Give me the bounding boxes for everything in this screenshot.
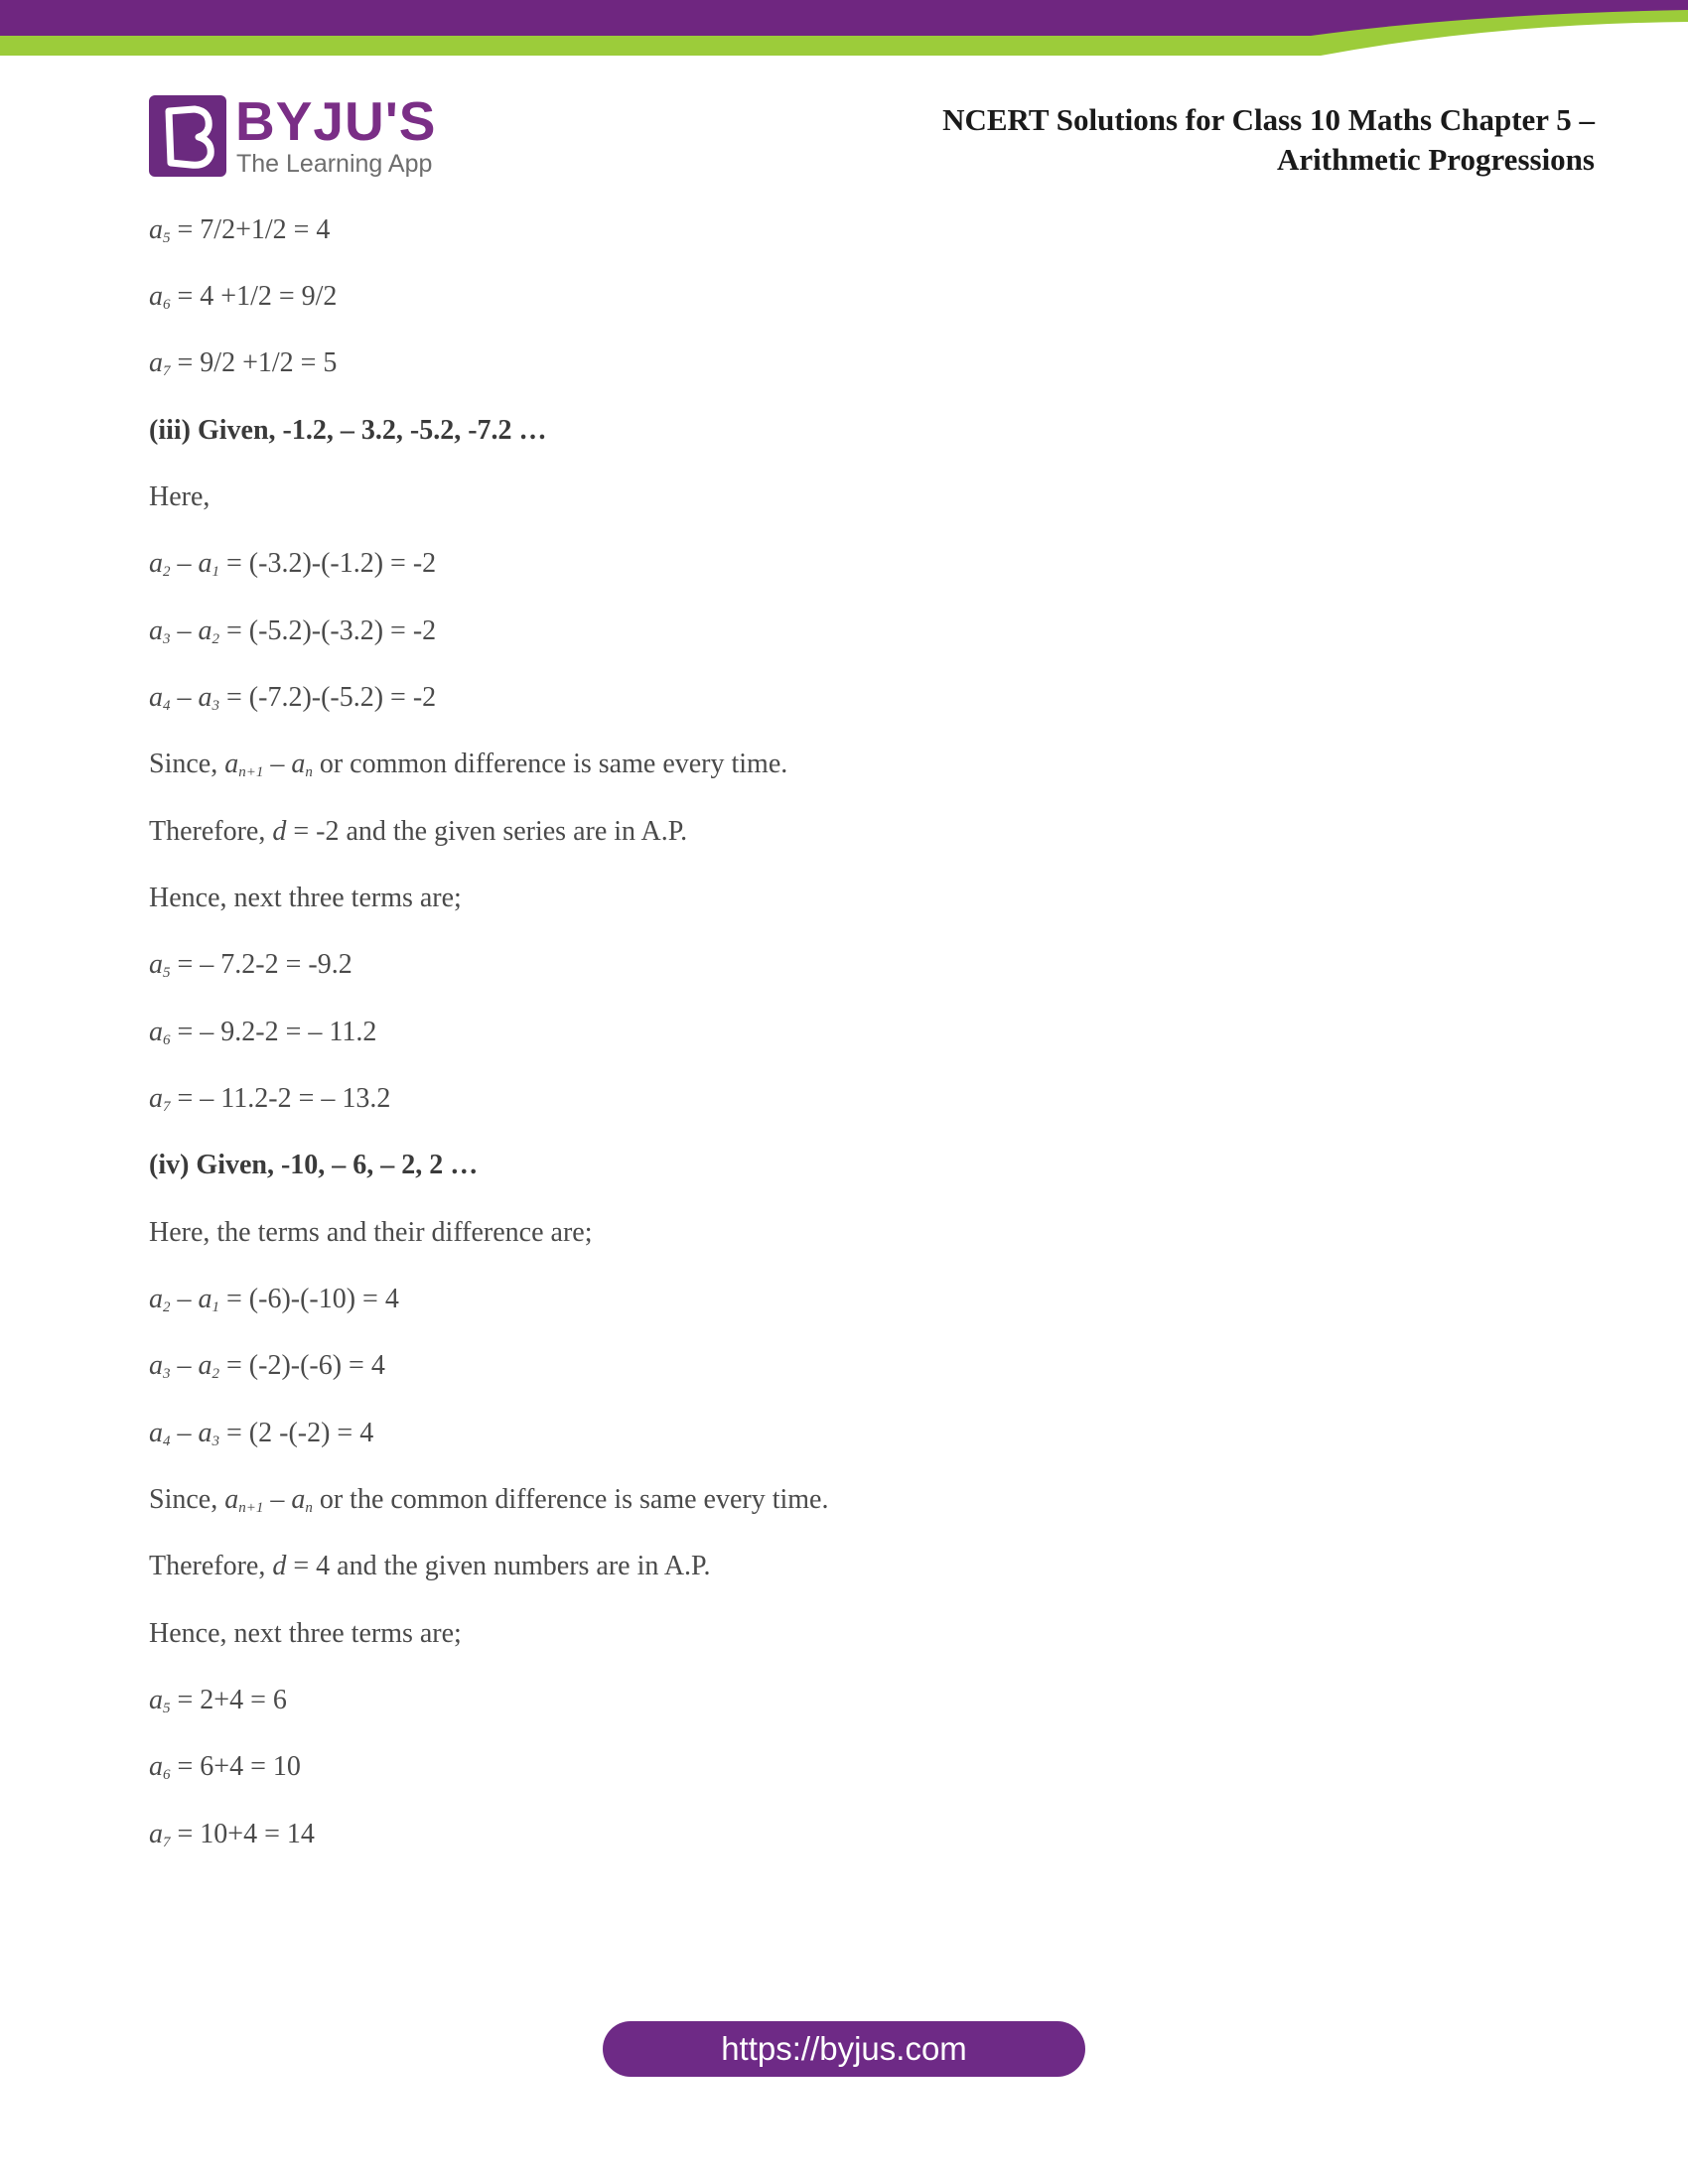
line-prefix: Therefore,	[149, 1551, 273, 1581]
solution-line	[149, 1478, 1539, 1545]
line-expression: = 2+4 = 6	[170, 1685, 287, 1715]
solution-line	[149, 1545, 1539, 1612]
minus-sign: –	[170, 1418, 199, 1448]
term-variable: a	[149, 949, 163, 980]
logo-b-icon	[149, 95, 226, 177]
line-expression: = 6+4 = 10	[170, 1751, 301, 1782]
line-expression: = 4 and the given numbers are in A.P.	[286, 1551, 711, 1581]
term-subscript: n	[305, 764, 313, 780]
solution-line	[149, 542, 1539, 610]
solution-line: Hence, next three terms are;	[149, 883, 462, 913]
line-expression: or common difference is same every time.	[312, 749, 788, 779]
footer-url-link[interactable]: https://byjus.com	[603, 2021, 1085, 2077]
solution-line	[149, 1011, 1539, 1077]
solution-line	[149, 1344, 1539, 1412]
term-subscript: 3	[211, 1433, 219, 1449]
solution-line	[149, 1813, 1539, 1879]
solution-line	[149, 1278, 1539, 1344]
term-subscript: 1	[211, 564, 219, 580]
term-variable: a	[149, 615, 163, 646]
logo-wordmark: BYJU'S	[235, 90, 437, 152]
term-variable: a	[149, 1751, 163, 1782]
top-decor-band	[0, 0, 1688, 62]
term-variable: a	[291, 749, 306, 779]
solution-line	[149, 810, 1539, 877]
line-expression: = 9/2 +1/2 = 5	[170, 347, 338, 378]
term-subscript: 5	[163, 965, 171, 981]
term-variable: a	[149, 347, 163, 378]
line-expression: = (-6)-(-10) = 4	[219, 1284, 399, 1314]
term-variable: a	[149, 1819, 163, 1849]
term-subscript: 6	[163, 1767, 171, 1783]
solution-line: Here, the terms and their difference are;	[149, 1217, 593, 1248]
term-variable: a	[198, 548, 212, 579]
solution-line	[149, 1679, 1539, 1745]
term-variable: a	[149, 548, 163, 579]
term-variable: a	[149, 1017, 163, 1047]
term-subscript: 5	[163, 1701, 171, 1716]
line-expression: = 4 +1/2 = 9/2	[170, 281, 338, 312]
solution-line	[149, 208, 1539, 275]
line-expression: = – 9.2-2 = – 11.2	[170, 1017, 377, 1047]
term-subscript: 4	[163, 1433, 171, 1449]
term-variable: a	[198, 682, 212, 713]
term-variable: a	[198, 615, 212, 646]
solution-line	[149, 943, 1539, 1011]
term-variable: a	[149, 1418, 163, 1448]
line-expression: or the common difference is same every time.	[312, 1484, 829, 1515]
solution-line	[149, 1745, 1539, 1813]
term-variable: a	[149, 1284, 163, 1314]
term-variable: a	[198, 1350, 212, 1381]
term-variable: a	[198, 1284, 212, 1314]
solution-line	[149, 341, 1539, 409]
line-prefix: Since,	[149, 749, 225, 779]
term-variable: a	[149, 281, 163, 312]
line-prefix: Therefore,	[149, 816, 273, 847]
term-subscript: 2	[163, 1299, 171, 1315]
title-line-1: NCERT Solutions for Class 10 Maths Chapter 5 –	[942, 102, 1595, 137]
term-subscript: 3	[211, 698, 219, 714]
minus-sign: –	[170, 548, 199, 579]
minus-sign: –	[170, 615, 199, 646]
line-expression: = (-3.2)-(-1.2) = -2	[219, 548, 437, 579]
minus-sign: –	[170, 1284, 199, 1314]
line-expression: = -2 and the given series are in A.P.	[286, 816, 688, 847]
line-expression: = 7/2+1/2 = 4	[170, 214, 331, 245]
line-prefix: Since,	[149, 1484, 225, 1515]
term-subscript: 7	[163, 363, 171, 379]
minus-sign: –	[263, 749, 292, 779]
line-expression: = – 11.2-2 = – 13.2	[170, 1083, 391, 1114]
section-heading: (iii) Given, -1.2, – 3.2, -5.2, -7.2 …	[149, 415, 547, 446]
term-variable: a	[149, 214, 163, 245]
term-subscript: 6	[163, 1032, 171, 1048]
solution-line	[149, 1077, 1539, 1144]
term-variable: a	[198, 1418, 212, 1448]
term-subscript: 4	[163, 698, 171, 714]
solution-line: Here,	[149, 481, 211, 512]
solution-line	[149, 610, 1539, 676]
term-subscript: n+1	[238, 1500, 264, 1516]
line-expression: = (-7.2)-(-5.2) = -2	[219, 682, 437, 713]
term-subscript: 5	[163, 230, 171, 246]
minus-sign: –	[263, 1484, 292, 1515]
term-variable: a	[149, 1083, 163, 1114]
term-subscript: 3	[163, 631, 171, 647]
term-variable: a	[224, 1484, 239, 1515]
term-variable: a	[224, 749, 239, 779]
term-subscript: 7	[163, 1099, 171, 1115]
term-subscript: 1	[211, 1299, 219, 1315]
solution-line	[149, 743, 1539, 810]
term-variable: a	[149, 682, 163, 713]
byjus-logo	[149, 90, 437, 181]
line-expression: = (-2)-(-6) = 4	[219, 1350, 385, 1381]
minus-sign: –	[170, 1350, 199, 1381]
term-subscript: 3	[163, 1366, 171, 1382]
minus-sign: –	[170, 682, 199, 713]
term-subscript: 2	[211, 1366, 219, 1382]
difference-variable: d	[272, 1551, 287, 1581]
term-variable: a	[149, 1685, 163, 1715]
term-subscript: n+1	[238, 764, 264, 780]
term-subscript: n	[305, 1500, 313, 1516]
term-subscript: 6	[163, 297, 171, 313]
logo-tagline: The Learning App	[236, 150, 433, 178]
line-expression: = 10+4 = 14	[170, 1819, 315, 1849]
section-heading: (iv) Given, -10, – 6, – 2, 2 …	[149, 1150, 479, 1180]
page-title	[942, 100, 1595, 180]
solution-line	[149, 676, 1539, 743]
term-variable: a	[291, 1484, 306, 1515]
line-expression: = – 7.2-2 = -9.2	[170, 949, 352, 980]
solution-line	[149, 275, 1539, 341]
line-expression: = (-5.2)-(-3.2) = -2	[219, 615, 437, 646]
difference-variable: d	[272, 816, 287, 847]
solution-body	[149, 208, 1539, 1879]
solution-line: Hence, next three terms are;	[149, 1618, 462, 1649]
term-subscript: 2	[211, 631, 219, 647]
term-variable: a	[149, 1350, 163, 1381]
term-subscript: 7	[163, 1835, 171, 1850]
title-line-2: Arithmetic Progressions	[1277, 142, 1595, 177]
solution-line	[149, 1412, 1539, 1478]
term-subscript: 2	[163, 564, 171, 580]
line-expression: = (2 -(-2) = 4	[219, 1418, 374, 1448]
